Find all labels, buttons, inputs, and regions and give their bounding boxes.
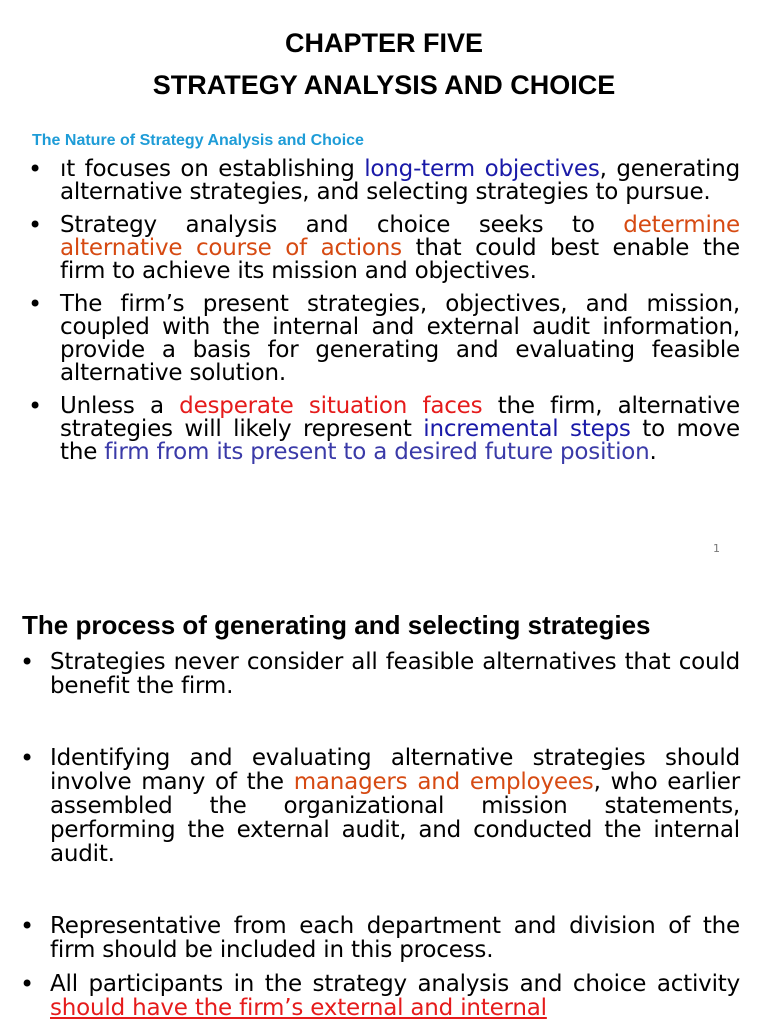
highlight-text: determine alternative course of actions: [60, 212, 740, 261]
bullet-text: The firm’s present strategies, objectives, and mission, coupled with the internal and external audit information, provide a basis for generating and evaluating feasible alternative solution.: [60, 291, 740, 386]
bullet-text: Representative from each department and division of the firm should be included in this process.: [50, 913, 740, 963]
slide2-bullet-list: [20, 650, 740, 1020]
page-number: 1: [713, 542, 720, 555]
highlight-text: firm from its present to a desired future position: [104, 439, 650, 465]
highlight-text: long-term objectives: [364, 156, 600, 182]
highlight-text: incremental steps: [423, 416, 631, 442]
bullet-text: that could best enable the firm to achieve its mission and objectives.: [60, 235, 740, 284]
bullet-item: [28, 293, 740, 385]
bullet-text: the firm, alternative strategies will likely represent: [60, 393, 740, 442]
highlight-text: desperate situation faces: [179, 393, 483, 419]
bullet-item: [20, 972, 740, 1020]
bullet-item: [28, 214, 740, 283]
bullet-text: , who earlier assembled the organizational mission statements, performing the external audit, and conducted the internal audit.: [50, 769, 740, 867]
bullet-text: Unless a: [60, 393, 180, 419]
bullet-text: Strategy analysis and choice seeks to: [60, 212, 624, 238]
section-heading: The process of generating and selecting strategies: [22, 610, 651, 640]
bullet-item: [20, 746, 740, 866]
bullet-text: .: [649, 439, 657, 465]
slide1-bullet-list: [28, 158, 740, 474]
bullet-text: ıt focuses on establishing: [60, 156, 365, 182]
bullet-text: to move the: [60, 416, 740, 465]
chapter-subtitle-title: STRATEGY ANALYSIS AND CHOICE: [152, 70, 616, 100]
bullet-text: Strategies never consider all feasible alternatives that could benefit the firm.: [50, 649, 740, 699]
highlight-text: should have the firm’s external and internal: [50, 995, 547, 1021]
bullet-text: , generating alternative strategies, and selecting strategies to pursue.: [60, 156, 740, 205]
bullet-text: All participants in the strategy analysis and choice activity: [50, 971, 740, 997]
bullet-item: [20, 650, 740, 698]
bullet-item: [28, 395, 740, 464]
chapter-title: CHAPTER FIVE: [284, 28, 484, 58]
section-subtitle: The Nature of Strategy Analysis and Choice: [32, 132, 364, 149]
bullet-item: [28, 158, 740, 204]
bullet-text: Identifying and evaluating alternative strategies should involve many of the: [50, 745, 740, 795]
highlight-text: managers and employees: [293, 769, 594, 795]
bullet-item: [20, 914, 740, 962]
